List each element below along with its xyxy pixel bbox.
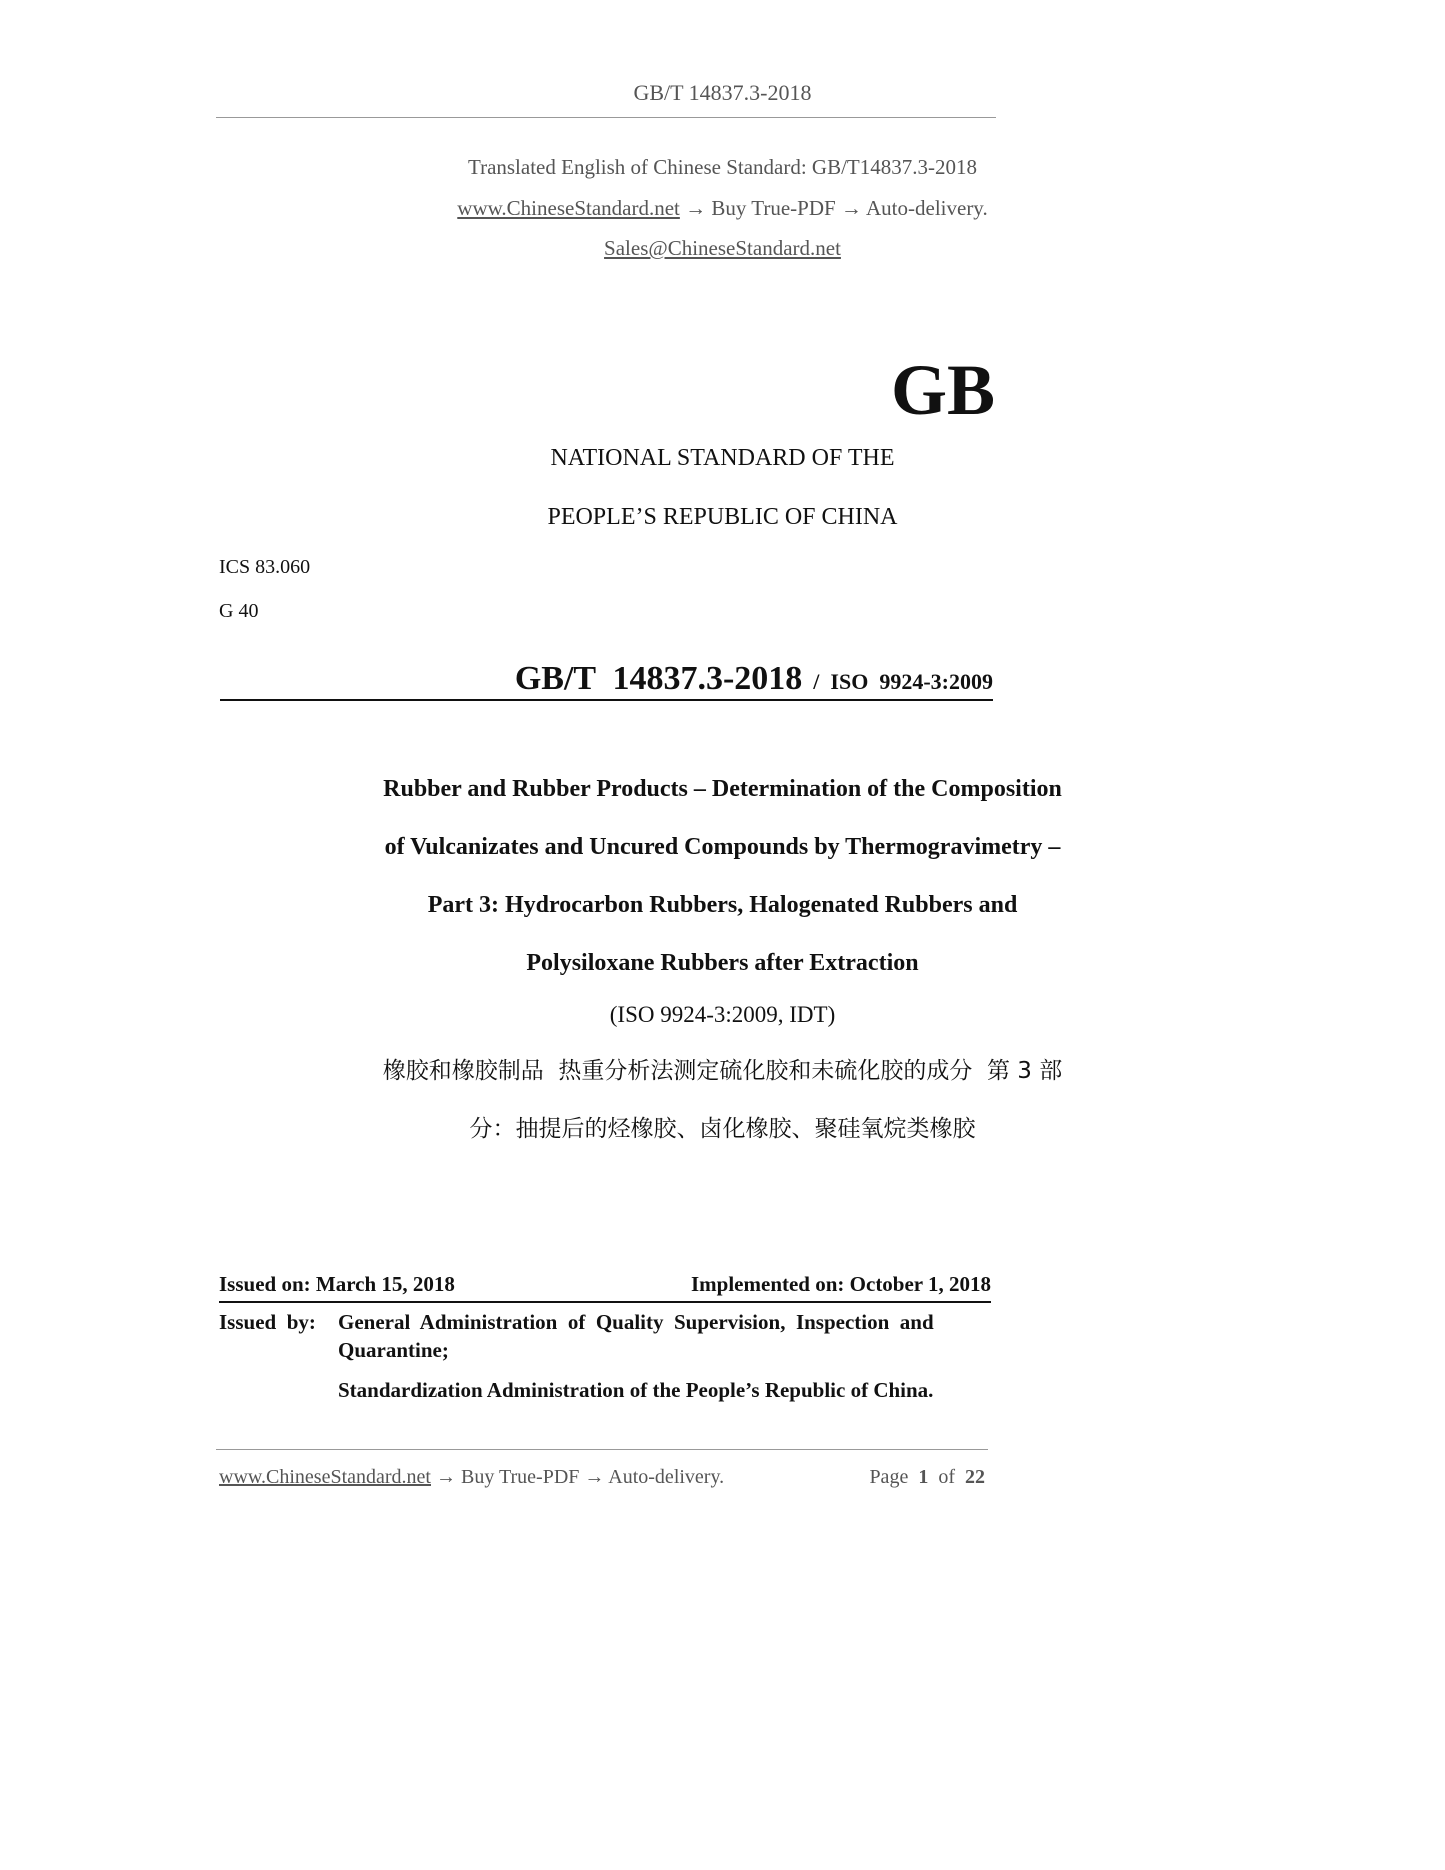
buy-text: → Buy True-PDF → Auto-delivery. [679, 196, 988, 220]
issued-by-line-2: Quarantine; [338, 1338, 449, 1362]
ics-code: ICS 83.060 [219, 556, 311, 578]
title-divider [220, 699, 993, 701]
title-line-2: of Vulcanizates and Uncured Compounds by Thermogravimetry – [384, 834, 1061, 860]
translated-prefix: Translated English of Chinese Standard: [467, 155, 812, 179]
buy-line [0, 196, 1445, 221]
title-line-4: Polysiloxane Rubbers after Extraction [526, 950, 919, 976]
footer-buy-line [219, 1466, 724, 1489]
header-doc-code: GB/T 14837.3-2018 [633, 80, 812, 105]
gb-mark: GB [890, 350, 995, 430]
page-of: of [938, 1466, 955, 1488]
page-indicator [800, 1466, 985, 1489]
issued-by-line-3: Standardization Administration of the People’s Republic of China. [338, 1378, 934, 1402]
issued-by-line-1: General Administration of Quality Supervision, Inspection and [338, 1310, 934, 1334]
issued-on: Issued on: March 15, 2018 [219, 1272, 455, 1296]
standard-number [440, 642, 993, 698]
std-number: GB/T 14837.3-2018 [514, 660, 803, 697]
footer-divider [216, 1449, 988, 1450]
email-line [0, 236, 1445, 261]
chinese-title-line-1: 橡胶和橡胶制品 热重分析法测定硫化胶和未硫化胶的成分 第 3 部 [382, 1058, 1063, 1084]
national-line-2: PEOPLE’S REPUBLIC OF CHINA [547, 504, 898, 530]
header-divider [216, 117, 996, 118]
footer-site-link[interactable]: www.ChineseStandard.net [219, 1466, 431, 1488]
iso-reference: (ISO 9924-3:2009, IDT) [609, 1002, 836, 1027]
std-slash: / [813, 669, 820, 694]
iso-prefix: ISO [830, 669, 869, 694]
translated-code: GB/T14837.3-2018 [811, 155, 977, 179]
issued-by-label: Issued by: [219, 1310, 316, 1334]
issue-divider [219, 1301, 991, 1303]
title-line-3: Part 3: Hydrocarbon Rubbers, Halogenated Rubbers and [427, 892, 1018, 918]
footer-buy-text: → Buy True-PDF → Auto-delivery. [431, 1466, 725, 1488]
chinese-title-line-2: 分：抽提后的烃橡胶、卤化橡胶、聚硅氧烷类橡胶 [469, 1116, 976, 1142]
implemented-on: Implemented on: October 1, 2018 [691, 1272, 991, 1296]
translated-line [0, 155, 1445, 180]
page-total: 22 [965, 1466, 985, 1488]
ccs-code: G 40 [219, 600, 259, 622]
page-current: 1 [918, 1466, 929, 1488]
national-line-1: NATIONAL STANDARD OF THE [550, 445, 895, 471]
iso-number: 9924-3:2009 [879, 669, 993, 694]
page-label: Page [869, 1466, 909, 1488]
title-line-1: Rubber and Rubber Products – Determination of the Composition [383, 776, 1062, 802]
site-link[interactable]: www.ChineseStandard.net [457, 196, 680, 220]
email-link[interactable]: Sales@ChineseStandard.net [604, 236, 841, 260]
